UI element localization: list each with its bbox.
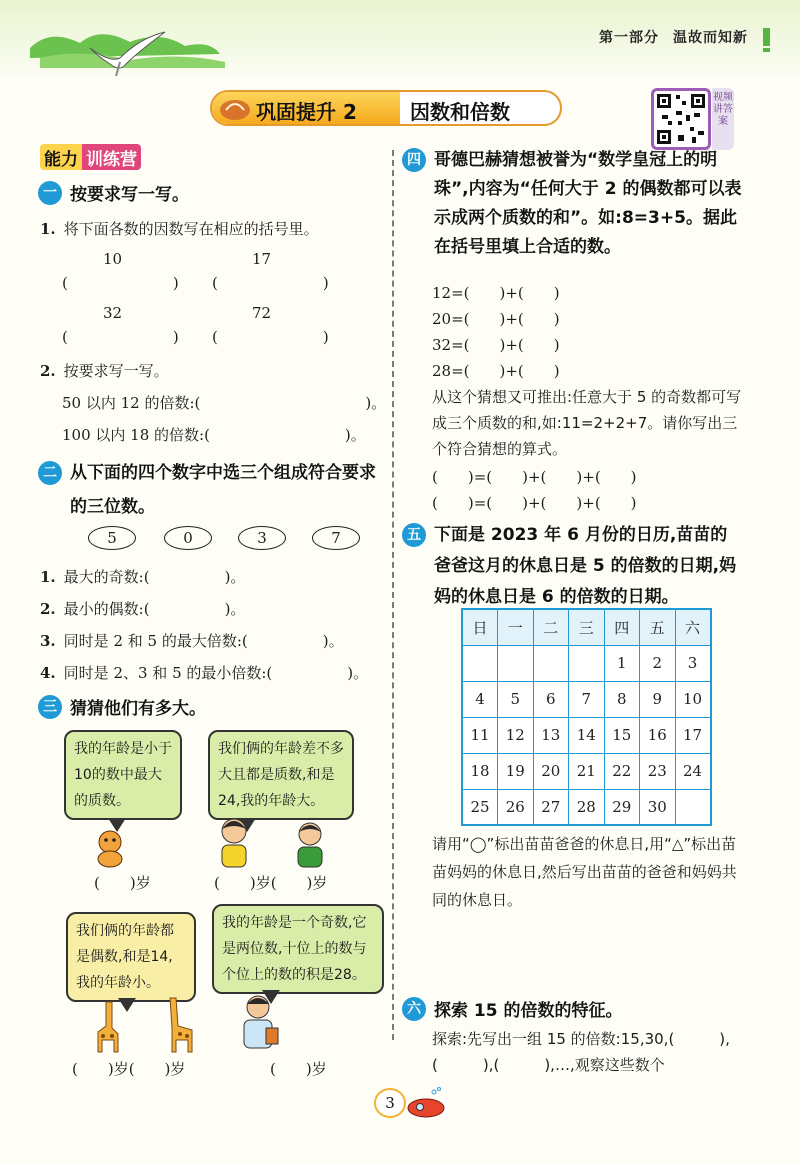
s1-q2 (40, 360, 169, 381)
speech-bubble-2: 我们俩的年龄差不多大且都是质数,和是24,我的年龄大。 (208, 730, 354, 820)
s2-item-text: 同时是 2 和 5 的最大倍数:( )。 (63, 632, 344, 650)
calendar-day-cell[interactable]: 9 (640, 681, 676, 717)
column-divider (392, 150, 394, 1040)
digit-card: 5 (88, 526, 136, 550)
calendar-day-cell[interactable]: 19 (498, 753, 534, 789)
calendar-day-cell[interactable]: 23 (640, 753, 676, 789)
qr-label: 视频讲答案 (712, 88, 734, 150)
s1-q2-number: 2. (40, 362, 56, 380)
page-header (0, 0, 800, 76)
s2-item-text: 最小的偶数:( )。 (63, 600, 246, 618)
factor-number-17: 17 (252, 250, 272, 268)
goldbach-equation: 12=( )+( ) (432, 284, 560, 302)
snail-shell-icon (218, 96, 252, 122)
calendar-day-cell[interactable]: 25 (462, 789, 498, 825)
answer-paren: ( ) (212, 328, 329, 346)
s1-q2-line1: 50 以内 12 的倍数:( )。 (62, 394, 387, 412)
calendar-day-cell[interactable]: 22 (604, 753, 640, 789)
s1-q1 (40, 218, 319, 239)
june-2023-calendar (461, 608, 712, 826)
section-6-title: 探索 15 的倍数的特征。 (434, 1001, 623, 1021)
calendar-day-cell[interactable]: 20 (533, 753, 569, 789)
section-2-number: 二 (38, 461, 62, 485)
speech-bubble-4: 我的年龄是一个奇数,它是两位数,十位上的数与个位上的数的积是28。 (212, 904, 384, 994)
badge-left: 能力 (40, 144, 82, 170)
odd-sum-equation: ( )=( )+( )+( ) (432, 494, 637, 512)
calendar-week-row (462, 681, 711, 717)
digit-card: 0 (164, 526, 212, 550)
calendar-day-cell[interactable] (462, 645, 498, 681)
calendar-header-row (462, 609, 711, 645)
factor-number-10: 10 (103, 250, 123, 268)
ability-training-badge (40, 144, 141, 170)
page-number: 3 (374, 1088, 406, 1118)
s3-answer-3: ( )岁( )岁 (72, 1060, 186, 1078)
header-accent-bar-small (763, 48, 770, 52)
calendar-day-cell[interactable] (533, 645, 569, 681)
section-2-heading (38, 456, 383, 524)
calendar-day-cell[interactable]: 5 (498, 681, 534, 717)
calendar-day-cell[interactable]: 29 (604, 789, 640, 825)
factor-number-72: 72 (252, 304, 272, 322)
weekday-header: 三 (569, 609, 605, 645)
s2-item-3 (40, 630, 344, 651)
calendar-day-cell[interactable]: 21 (569, 753, 605, 789)
section-6-heading (402, 996, 744, 1021)
calendar-day-cell[interactable] (675, 789, 711, 825)
calendar-week-row (462, 753, 711, 789)
boy-character-icon (212, 815, 256, 871)
calendar-day-cell[interactable]: 14 (569, 717, 605, 753)
s2-item-number: 4. (40, 664, 56, 682)
submarine-fish-icon (404, 1086, 448, 1120)
section-3-title: 猜猜他们有多大。 (70, 699, 206, 719)
section-3-heading (38, 694, 378, 719)
section-1-number: 一 (38, 181, 62, 205)
section-4-text: 哥德巴赫猜想被誉为“数学皇冠上的明珠”,内容为“任何大于 2 的偶数都可以表示成两个质数的和”。如:8=3+5。据此在括号里填上合适的数。 (434, 150, 742, 257)
qr-code[interactable] (651, 88, 711, 150)
boy-character-icon (290, 820, 330, 870)
lesson-label: 巩固提升 2 (256, 100, 357, 124)
weekday-header: 四 (604, 609, 640, 645)
calendar-week-row (462, 717, 711, 753)
calendar-day-cell[interactable]: 18 (462, 753, 498, 789)
section-1-heading (38, 180, 378, 205)
answer-paren: ( ) (212, 274, 329, 292)
digit-card: 7 (312, 526, 360, 550)
section-1-title: 按要求写一写。 (70, 185, 189, 205)
s1-q1-number: 1. (40, 220, 56, 238)
section-4-heading (402, 146, 744, 262)
s1-q1-text: 将下面各数的因数写在相应的括号里。 (63, 220, 319, 238)
calendar-day-cell[interactable]: 17 (675, 717, 711, 753)
section-4-number: 四 (402, 148, 426, 172)
lesson-topic: 因数和倍数 (410, 100, 510, 124)
calendar-day-cell[interactable]: 8 (604, 681, 640, 717)
section-5-text: 下面是 2023 年 6 月份的日历,苗苗的爸爸这月的休息日是 5 的倍数的日期,妈妈的休息日是 6 的倍数的日期。 (434, 525, 737, 607)
calendar-day-cell[interactable]: 15 (604, 717, 640, 753)
calendar-day-cell[interactable]: 2 (640, 645, 676, 681)
factor-number-32: 32 (103, 304, 123, 322)
calendar-day-cell[interactable]: 27 (533, 789, 569, 825)
qr-code-icon (654, 91, 708, 147)
calendar-day-cell[interactable]: 3 (675, 645, 711, 681)
giraffe-icon (92, 1000, 122, 1054)
calendar-day-cell[interactable]: 26 (498, 789, 534, 825)
calendar-week-row (462, 645, 711, 681)
answer-paren: ( ) (62, 274, 179, 292)
calendar-day-cell[interactable]: 1 (604, 645, 640, 681)
calendar-week-row (462, 789, 711, 825)
digit-card: 3 (238, 526, 286, 550)
calendar-day-cell[interactable]: 16 (640, 717, 676, 753)
s3-answer-2: ( )岁( )岁 (214, 874, 328, 892)
weekday-header: 六 (675, 609, 711, 645)
s2-item-text: 同时是 2、3 和 5 的最小倍数:( )。 (63, 664, 369, 682)
calendar-day-cell[interactable]: 30 (640, 789, 676, 825)
man-with-book-icon (236, 994, 282, 1052)
s2-item-1 (40, 566, 245, 587)
speech-bubble-3: 我们俩的年龄都是偶数,和是14,我的年龄小。 (66, 912, 196, 1002)
tiger-cub-icon (92, 828, 128, 868)
s2-item-2 (40, 598, 245, 619)
odd-sum-equation: ( )=( )+( )+( ) (432, 468, 637, 486)
weekday-header: 日 (462, 609, 498, 645)
s1-q2-text: 按要求写一写。 (63, 362, 169, 380)
weekday-header: 一 (498, 609, 534, 645)
section-6-text: 探索:先写出一组 15 的倍数:15,30,( ),( ),( ),…,观察这些数个 (432, 1030, 730, 1074)
weekday-header: 五 (640, 609, 676, 645)
s2-item-number: 1. (40, 568, 56, 586)
cloud-and-bird-illustration (20, 18, 230, 78)
calendar-day-cell[interactable]: 24 (675, 753, 711, 789)
badge-right: 训练营 (82, 144, 141, 170)
calendar-day-cell[interactable]: 7 (569, 681, 605, 717)
header-section-name: 温故而知新 (673, 30, 748, 46)
goldbach-equation: 32=( )+( ) (432, 336, 560, 354)
section-5-number: 五 (402, 523, 426, 547)
goldbach-equation: 28=( )+( ) (432, 362, 560, 380)
section-6-number: 六 (402, 997, 426, 1021)
giraffe-icon (162, 996, 198, 1054)
header-part: 第一部分 (599, 30, 659, 46)
weekday-header: 二 (533, 609, 569, 645)
s2-item-4 (40, 662, 368, 683)
answer-paren: ( ) (62, 328, 179, 346)
s2-item-number: 3. (40, 632, 56, 650)
s2-item-text: 最大的奇数:( )。 (63, 568, 246, 586)
speech-bubble-1: 我的年龄是小于10的数中最大的质数。 (64, 730, 182, 820)
calendar-day-cell[interactable]: 13 (533, 717, 569, 753)
calendar-day-cell[interactable]: 6 (533, 681, 569, 717)
section-2-title: 从下面的四个数字中选三个组成符合要求的三位数。 (70, 463, 376, 517)
calendar-day-cell[interactable]: 4 (462, 681, 498, 717)
section-5-paragraph-2: 请用“◯”标出苗苗爸爸的休息日,用“△”标出苗苗妈妈的休息日,然后写出苗苗的爸爸和妈妈共同的休息日。 (432, 835, 737, 909)
calendar-day-cell[interactable] (498, 645, 534, 681)
section-4-paragraph-2: 从这个猜想又可推出:任意大于 5 的奇数都可写成三个质数的和,如:11=2+2+7。请你写出三个符合猜想的算式。 (432, 388, 742, 458)
calendar-day-cell[interactable] (569, 645, 605, 681)
s3-answer-1: ( )岁 (94, 874, 151, 892)
s3-answer-4: ( )岁 (270, 1060, 327, 1078)
calendar-day-cell[interactable]: 28 (569, 789, 605, 825)
lesson-title-banner (210, 90, 562, 126)
calendar-day-cell[interactable]: 12 (498, 717, 534, 753)
section-3-number: 三 (38, 695, 62, 719)
calendar-day-cell[interactable]: 10 (675, 681, 711, 717)
section-5-heading (402, 520, 744, 613)
header-accent-bar (763, 28, 770, 46)
calendar-day-cell[interactable]: 11 (462, 717, 498, 753)
goldbach-equation: 20=( )+( ) (432, 310, 560, 328)
s1-q2-line2: 100 以内 18 的倍数:( )。 (62, 426, 366, 444)
s2-item-number: 2. (40, 600, 56, 618)
